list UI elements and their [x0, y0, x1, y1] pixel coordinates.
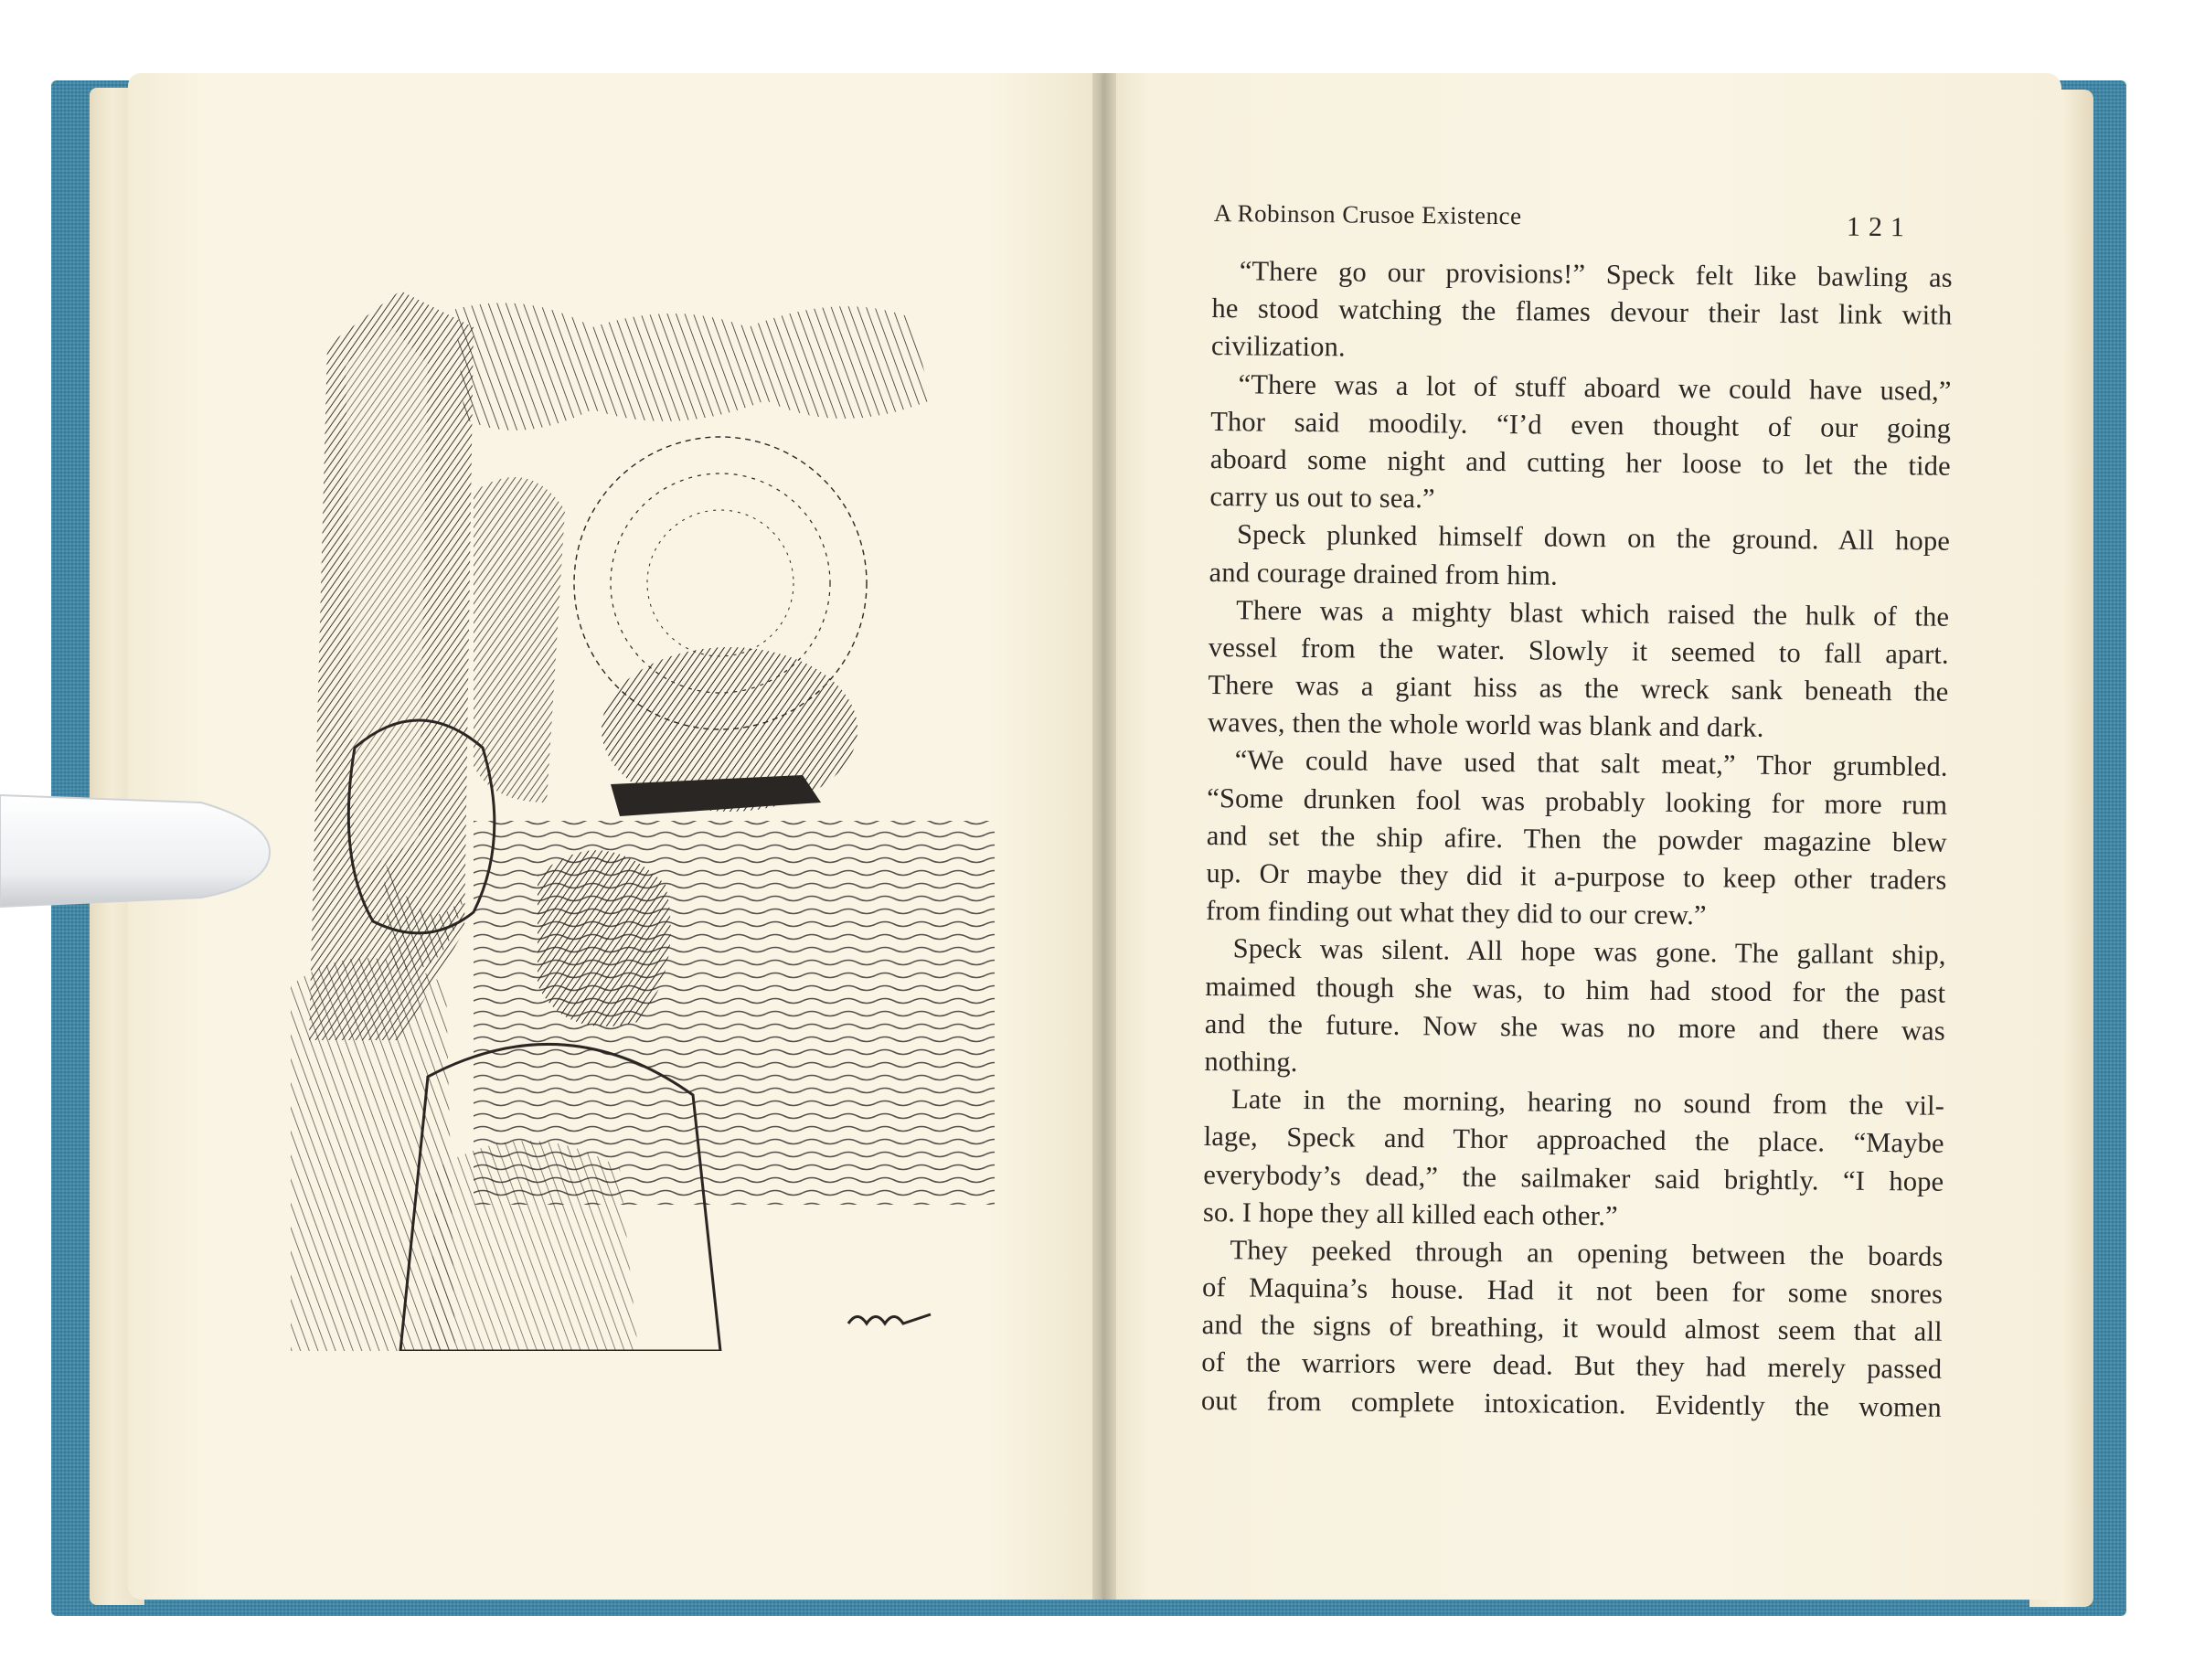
text-line: carry us out to sea.” [1209, 481, 1435, 515]
text-line: of the warriors were dead. But they had merely passed [1201, 1346, 1943, 1386]
text-line: and courage drained from him. [1209, 556, 1559, 591]
text-line: Speck was silent. All hope was gone. The gallant ship, [1232, 932, 1946, 972]
running-head: A Robinson Crusoe Existence [1213, 199, 1522, 230]
text-line: civilization. [1210, 330, 1346, 363]
bookmark-clip [0, 786, 274, 914]
text-line: waves, then the whole world was blank and dark. [1207, 707, 1764, 744]
text-line: everybody’s dead,” the sailmaker said brightly. “I hope [1203, 1158, 1944, 1197]
text-line: “There go our provisions!” Speck felt like bawling as [1239, 255, 1953, 293]
text-line: and the future. Now she was no more and there was [1204, 1007, 1946, 1047]
text-line: from finding out what they did to our crew.” [1205, 895, 1707, 931]
artist-signature [848, 1314, 931, 1324]
text-line: he stood watching the flames devour their last link with [1211, 292, 1953, 331]
text-line: “We could have used that salt meat,” Thor grumbled. [1234, 744, 1948, 783]
text-line: and the signs of breathing, it would almost seem that all [1201, 1309, 1943, 1347]
text-line: nothing. [1204, 1045, 1298, 1078]
text-line: up. Or maybe they did it a-purpose to keep other traders [1206, 856, 1947, 896]
explosion-cloud [574, 437, 867, 812]
text-line: aboard some night and cutting her loose to let the tide [1209, 442, 1951, 482]
text-line: “There was a lot of stuff aboard we could have used,” [1238, 367, 1952, 407]
text-line: Late in the morning, hearing no sound from the vil- [1230, 1083, 1945, 1122]
text-line: maimed though she was, to him had stood for the past [1205, 970, 1946, 1009]
text-line: out from complete intoxication. Evidently the women [1200, 1384, 1943, 1423]
text-line: Speck plunked himself down on the ground. All hope [1236, 518, 1951, 558]
text-line: “Some drunken fool was probably looking for more rum [1207, 782, 1948, 821]
text-line: so. I hope they all killed each other.” [1202, 1196, 1618, 1231]
text-line: Thor said moodily. “I’d even thought of our going [1210, 405, 1952, 444]
text-line: They peeked through an opening between the boards [1230, 1234, 1944, 1272]
text-line: of Maquina’s house. Had it not been for some snores [1201, 1271, 1944, 1310]
text-line: There was a giant hiss as the wreck sank beneath the [1208, 669, 1949, 707]
page-number: 121 [1846, 211, 1913, 243]
body-text [1201, 252, 1953, 1427]
text-line: There was a mighty blast which raised the hulk of the [1236, 593, 1950, 633]
text-line: lage, Speck and Thor approached the place. “Maybe [1203, 1121, 1944, 1160]
text-line: vessel from the water. Slowly it seemed to fall apart. [1208, 631, 1949, 670]
book-gutter [1092, 73, 1116, 1600]
text-line: and set the ship afire. Then the powder magazine blew [1206, 819, 1948, 858]
illustration [291, 291, 996, 1351]
